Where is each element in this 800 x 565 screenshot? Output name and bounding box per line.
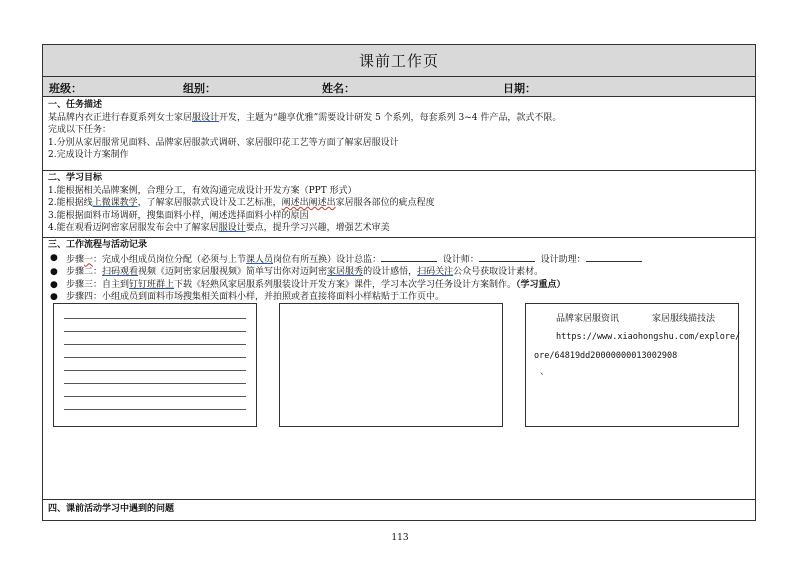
class-label: 班级： bbox=[49, 82, 82, 95]
student-info-row bbox=[43, 77, 755, 97]
workflow-section bbox=[43, 238, 755, 500]
workflow-heading: 三、工作流程与活动记录 bbox=[48, 240, 148, 250]
designer-blank[interactable] bbox=[479, 252, 535, 262]
resource-url-line1[interactable]: https://www.xiaohongshu.com/explore/ bbox=[556, 332, 741, 342]
page-number: 113 bbox=[391, 533, 409, 543]
task-item-1: 1.分別从家居服常见面料、品牌家居服款式调研、家居服印花工艺等方面了解家居服设计 bbox=[48, 137, 399, 148]
goal-item-2: 2.能根据线上微课教学，了解家居服款式设计及工艺标准，阐述出阐述出家居服各部位的疵点程度 bbox=[48, 198, 435, 208]
task-description-section bbox=[43, 97, 755, 171]
goal-item-4: 4.能在观看迈阿密家居服发布会中了解家居服设计要点，提升学习兴趣，增强艺术审美 bbox=[48, 223, 390, 233]
step-3: ● 步骤三：自主到钉钉班群上下载《轻熟风家居服系列服装设计开发方案》课件，学习本次学习任务设计方案制作。（学习重点） bbox=[50, 279, 566, 290]
notes-box[interactable] bbox=[53, 303, 257, 427]
director-blank[interactable] bbox=[381, 252, 437, 262]
worksheet bbox=[42, 44, 756, 521]
goals-heading: 二、学习目标 bbox=[48, 173, 103, 183]
learning-goals-section bbox=[43, 171, 755, 238]
assistant-blank[interactable] bbox=[586, 252, 642, 262]
fabric-sample-box[interactable] bbox=[279, 303, 503, 427]
date-label: 日期： bbox=[503, 82, 536, 95]
task-complete-label: 完成以下任务： bbox=[48, 125, 112, 135]
goal-item-1: 1.能根据相关品牌案例，合理分工，有效沟通完成设计开发方案（PPT 形式） bbox=[48, 185, 357, 196]
page-title: 课前工作页 bbox=[43, 45, 755, 77]
resource-title-2: 家居服线描技法 bbox=[652, 314, 716, 324]
step-1: ● 步骤一：完成小组成员岗位分配（必须与上节课人员岗位有所互换）设计总监： 设计师： 设计助理： bbox=[48, 252, 755, 267]
problems-heading: 四、课前活动学习中遇到的问题 bbox=[48, 504, 175, 514]
resource-box bbox=[525, 303, 739, 427]
group-label: 组别： bbox=[183, 82, 216, 95]
resource-mark: 、 bbox=[540, 367, 550, 377]
step-4: ● 步骤四：小组成员到面料市场搜集相关面料小样，并拍照或者直接将面料小样粘贴于工作页中。 bbox=[50, 292, 445, 302]
step-2: ● 步骤二：扫码观看视频《迈阿密家居服视频》简单写出你对迈阿密家居服秀的设计感悟，扫码关注公众号获取设计素材。 bbox=[50, 267, 544, 277]
task-heading: 一、任务描述 bbox=[48, 100, 103, 110]
task-item-2: 2.完成设计方案制作 bbox=[48, 150, 129, 160]
goal-item-3: 3.能根据面料市场调研，搜集面料小样，阐述选择面料小样的原因 bbox=[48, 210, 309, 221]
name-label: 姓名： bbox=[322, 82, 355, 95]
resource-title-1: 品牌家居服资讯 bbox=[556, 314, 620, 324]
resource-url-line2[interactable]: ore/64819dd20000000013002908 bbox=[534, 351, 678, 361]
task-description: 某品牌内衣正进行春夏系列女士家居服设计开发，主题为“趣享优雅”需要设计研发 5 个系列，每套系列 3~4 件产品，款式不限。 bbox=[48, 112, 562, 123]
problems-section[interactable] bbox=[43, 500, 755, 520]
